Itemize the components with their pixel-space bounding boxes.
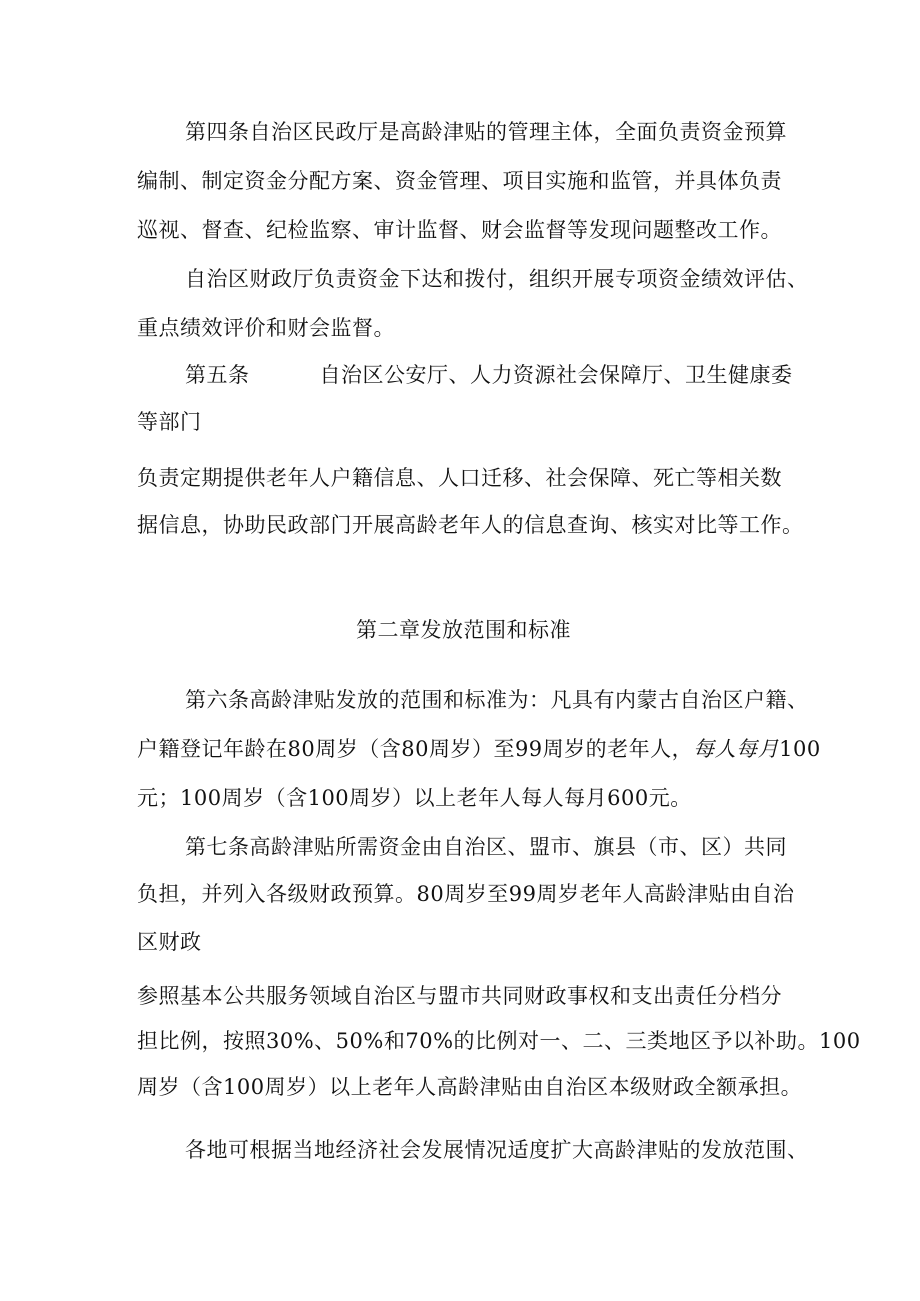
chapter-2-heading: 第二章发放范围和标准 <box>356 618 571 642</box>
article-5-line-1 <box>185 360 885 390</box>
article-5-line-1-text: 自治区公安厅、人力资源社会保障厅、卫生健康委 <box>319 363 793 387</box>
article-5-line-3: 负责定期提供老年人户籍信息、人口迁移、社会保障、死亡等相关数 <box>137 466 782 490</box>
article-7-line-4: 参照基本公共服务领域自治区与盟市共同财政事权和支出责任分档分 <box>137 984 782 1008</box>
article-6-line-3: 元；100周岁（含100周岁）以上老年人每人每月600元。 <box>137 786 692 810</box>
article-7-line-1: 第七条高龄津贴所需资金由自治区、盟市、旗县（市、区）共同 <box>185 835 787 859</box>
article-5-line-4: 据信息，协助民政部门开展高龄老年人的信息查询、核实对比等工作。 <box>137 513 804 537</box>
finance-paragraph-line-1: 自治区财政厅负责资金下达和拨付，组织开展专项资金绩效评估、 <box>185 267 809 291</box>
article-4-line-2: 编制、制定资金分配方案、资金管理、项目实施和监管，并具体负责 <box>137 169 782 193</box>
article-7-line-5: 担比例，按照30%、50%和70%的比例对一、二、三类地区予以补助。100 <box>137 1029 861 1053</box>
article-6-line-2-normal: 户籍登记年龄在80周岁（含80周岁）至99周岁的老年人， <box>137 737 694 761</box>
article-6-line-2-end: 100 <box>779 737 821 761</box>
finance-paragraph-line-2: 重点绩效评价和财会监督。 <box>137 316 395 340</box>
article-7-line-6: 周岁（含100周岁）以上老年人高龄津贴由自治区本级财政全额承担。 <box>137 1075 803 1099</box>
article-4-line-1: 第四条自治区民政厅是高龄津贴的管理主体，全面负责资金预算 <box>185 120 787 144</box>
article-6-line-2-italic: 每人每月 <box>693 737 780 761</box>
article-6-line-1: 第六条高龄津贴发放的范围和标准为：凡具有内蒙古自治区户籍、 <box>185 688 809 712</box>
article-7-line-2: 负担，并列入各级财政预算。80周岁至99周岁老年人高龄津贴由自治 <box>137 882 795 906</box>
article-5-label: 第五条 <box>185 363 250 387</box>
article-4-line-3: 巡视、督查、纪检监察、审计监督、财会监督等发现问题整改工作。 <box>137 218 782 242</box>
article-5-line-2: 等部门 <box>137 410 202 434</box>
article-7-line-3: 区财政 <box>137 930 202 954</box>
article-6-line-2 <box>137 734 837 764</box>
last-paragraph-line-1: 各地可根据当地经济社会发展情况适度扩大高龄津贴的发放范围、 <box>185 1138 809 1162</box>
